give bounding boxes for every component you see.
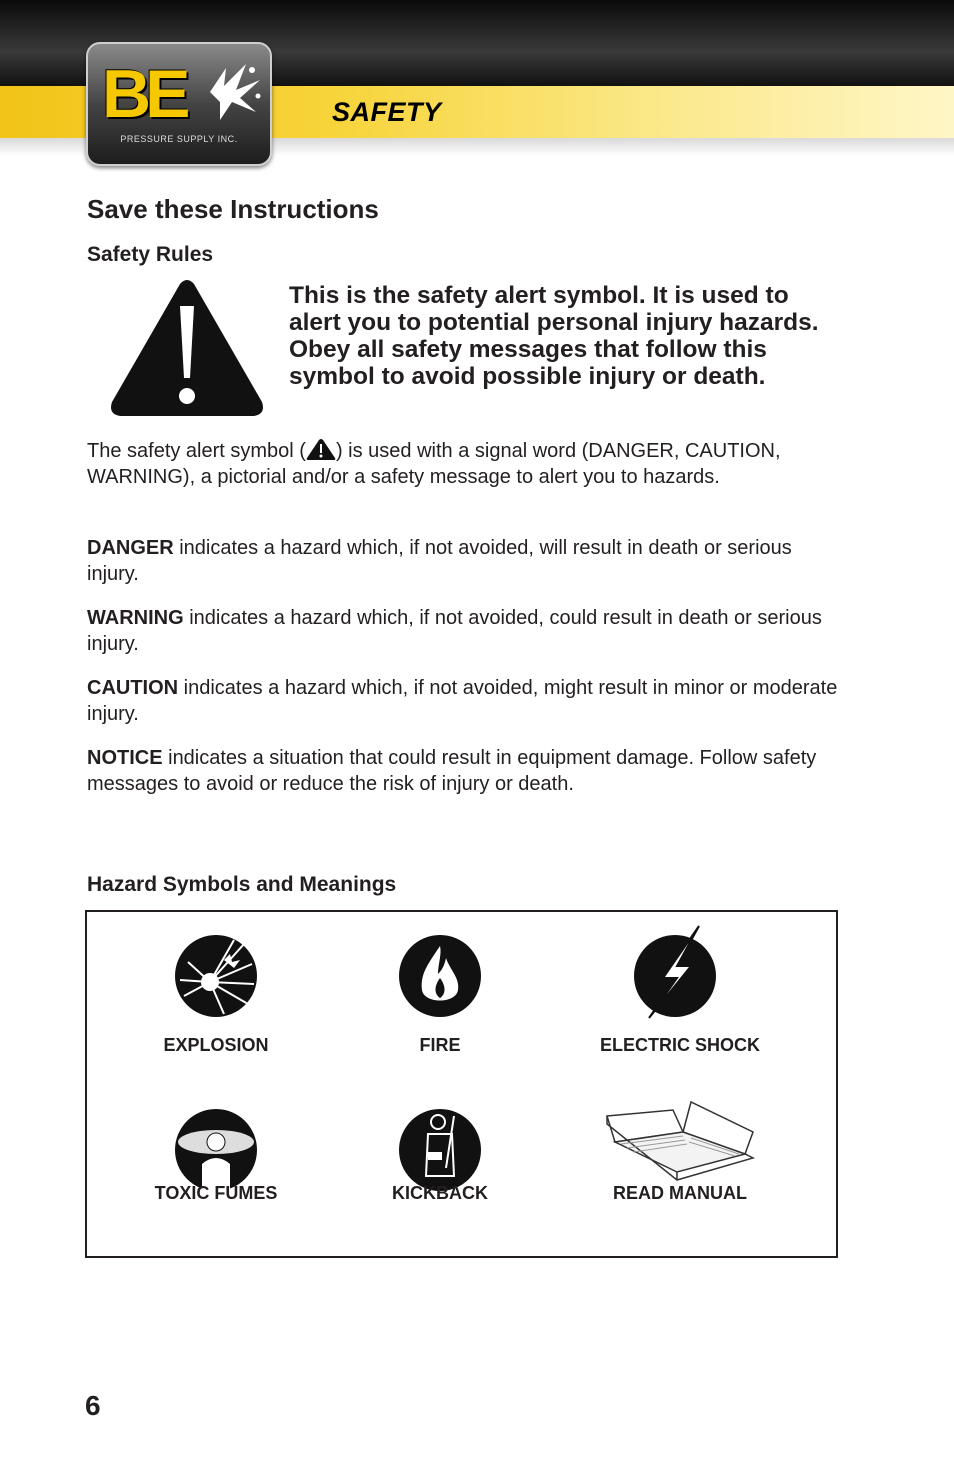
notice-word: NOTICE bbox=[87, 747, 163, 769]
alert-para-after: ) is used with a signal word (DANGER, CAUTION, WARNING), a pictorial and/or a safety message to alert you to hazards. bbox=[87, 440, 781, 488]
logo-text: BE bbox=[102, 56, 185, 132]
alert-para-before: The safety alert symbol ( bbox=[87, 440, 306, 462]
toxic-fumes-icon bbox=[174, 1108, 258, 1192]
warning-definition bbox=[87, 605, 847, 657]
caution-definition bbox=[87, 675, 847, 727]
company-logo bbox=[86, 42, 272, 166]
hazard-label-read-manual: READ MANUAL bbox=[613, 1183, 747, 1203]
section-title: SAFETY bbox=[332, 97, 442, 127]
inline-alert-icon bbox=[306, 438, 336, 460]
caution-word: CAUTION bbox=[87, 677, 179, 699]
hazard-label-kickback: KICKBACK bbox=[392, 1183, 488, 1203]
hazard-symbols-table bbox=[85, 910, 838, 1258]
hazard-label-toxic-fumes: TOXIC FUMES bbox=[154, 1183, 278, 1203]
page-number: 6 bbox=[85, 1390, 101, 1421]
explosion-icon bbox=[174, 934, 258, 1018]
electric-shock-icon bbox=[633, 924, 717, 1020]
alert-symbol-paragraph bbox=[87, 438, 847, 490]
notice-definition bbox=[87, 745, 847, 797]
warning-word: WARNING bbox=[87, 607, 184, 629]
read-manual-icon bbox=[603, 1098, 757, 1184]
danger-word: DANGER bbox=[87, 537, 174, 559]
warning-text: indicates a hazard which, if not avoided, could result in death or serious injury. bbox=[87, 607, 822, 655]
safety-rules-heading: Safety Rules bbox=[87, 243, 214, 266]
kickback-icon bbox=[398, 1108, 482, 1192]
safety-alert-icon bbox=[108, 278, 266, 418]
hazard-label-fire: FIRE bbox=[419, 1035, 461, 1055]
danger-definition bbox=[87, 535, 847, 587]
logo-subtext: PRESSURE SUPPLY INC. bbox=[120, 134, 238, 144]
danger-text: indicates a hazard which, if not avoided, will result in death or serious injury. bbox=[87, 537, 792, 585]
hazard-label-electric-shock: ELECTRIC SHOCK bbox=[599, 1035, 760, 1055]
caution-text: indicates a hazard which, if not avoided, might result in minor or moderate injury. bbox=[87, 677, 838, 725]
page-heading: Save these Instructions bbox=[87, 194, 379, 224]
splash-icon bbox=[206, 62, 262, 122]
fire-icon bbox=[398, 934, 482, 1018]
notice-text: indicates a situation that could result in equipment damage. Follow safety messages to avoid or reduce the risk of injury or death. bbox=[87, 747, 817, 795]
alert-statement: This is the safety alert symbol. It is used to alert you to potential personal injury hazards. Obey all safety messages that follow this symbol to avoid possible injury or death. bbox=[289, 282, 819, 390]
hazard-symbols-heading: Hazard Symbols and Meanings bbox=[87, 873, 397, 896]
hazard-label-explosion: EXPLOSION bbox=[163, 1035, 269, 1055]
